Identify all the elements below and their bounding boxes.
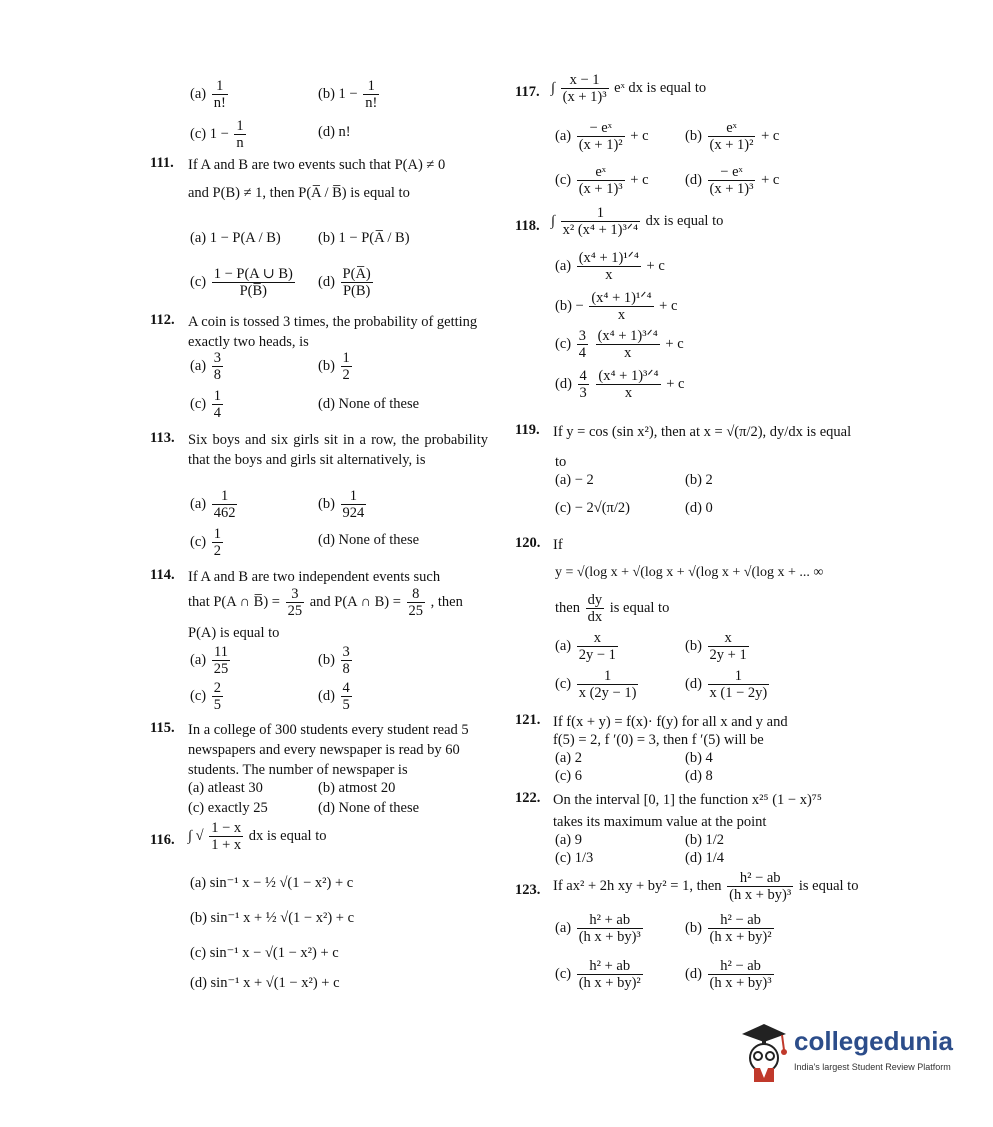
q115-option-c: (c) exactly 25 xyxy=(188,800,268,816)
q122-number: 122. xyxy=(515,790,541,806)
q121-text-line2: f(5) = 2, f ′(0) = 3, then f ′(5) will be xyxy=(553,732,764,748)
q118-integral: ∫ $\frac{1}{\text{x² (x⁴ + 1)³ᐟ⁴}}$ dx is equal to xyxy=(551,205,724,238)
q117-integral: ∫ $\frac{x - 1}{\text{(x + 1)³}}$ eˣ dx is equal to xyxy=(551,72,707,105)
graduate-mascot-icon xyxy=(738,1020,790,1086)
q110-option-a: (a) $\frac{1}{n!}$ xyxy=(190,78,226,111)
q119-option-b: (b) 2 xyxy=(685,472,713,488)
q112-option-c: (c) $\frac{1}{4}$ xyxy=(190,388,221,421)
q114-text-line3: P(A) is equal to xyxy=(188,625,280,641)
q116-option-c: (c) sin⁻¹ x − √(1 − x²) + c xyxy=(190,945,339,961)
q111-option-a: (a) 1 − P(A / B) xyxy=(190,230,281,246)
q111-option-b: (b) 1 − P(A̅ / B) xyxy=(318,230,410,246)
q111-number: 111. xyxy=(150,155,174,171)
q120-option-b: (b) $\frac{x}{2y + 1}$ xyxy=(685,630,747,663)
q114-text-line2: that P(A ∩ B̅) = $\frac{3}{25}$ and P(A ∩ B) = $\frac{8}{25}$ , then xyxy=(188,586,463,619)
q121-option-c: (c) 6 xyxy=(555,768,582,784)
q115-text: In a college of 300 students every student read 5 newspapers and every newspaper is read by 60 students. The number of newspaper is xyxy=(188,722,469,778)
q120-option-d: (d) $\frac{1}{x (1 - 2y)}$ xyxy=(685,668,768,701)
q117-option-d: (d) $\frac{\text{− eˣ}}{\text{(x + 1)³}}$ + c xyxy=(685,164,780,197)
q119-text-line2: to xyxy=(555,454,567,470)
q110-option-b: (b) 1 − $\frac{1}{n!}$ xyxy=(318,78,378,111)
q118-option-a: (a) $\frac{\text{(x⁴ + 1)¹ᐟ⁴}}{x}$ + c xyxy=(555,250,665,283)
q121-number: 121. xyxy=(515,712,541,728)
q114-number: 114. xyxy=(150,567,175,583)
q121-text-line1: If f(x + y) = f(x)· f(y) for all x and y and xyxy=(553,714,788,730)
q123-option-b: (b) $\frac{\text{h² − ab}}{\text{(h x + by)²}}$ xyxy=(685,912,772,945)
q112-text: A coin is tossed 3 times, the probability of getting exactly two heads, is xyxy=(188,314,478,350)
q112-option-d: (d) None of these xyxy=(318,396,420,412)
q123-option-d: (d) $\frac{\text{h² − ab}}{\text{(h x + by)³}}$ xyxy=(685,958,772,991)
q113-option-d: (d) None of these xyxy=(318,532,420,548)
q118-option-c: (c) $\frac{3}{4}$ $\frac{\text{(x⁴ + 1)³ᐟ⁴}}{x}$ + c xyxy=(555,328,684,361)
q116-option-b: (b) sin⁻¹ x + ½ √(1 − x²) + c xyxy=(190,910,355,926)
q120-number: 120. xyxy=(515,535,541,551)
q121-option-d: (d) 8 xyxy=(685,768,713,784)
q117-option-a: (a) $\frac{\text{− eˣ}}{\text{(x + 1)²}}$ + c xyxy=(555,120,649,153)
q115-option-a: (a) atleast 30 xyxy=(188,780,263,796)
q114-text-line1: If A and B are two independent events such xyxy=(188,569,441,585)
q117-option-c: (c) $\frac{\text{eˣ}}{\text{(x + 1)³}}$ + c xyxy=(555,164,649,197)
q116-integral: ∫ √ $\frac{1 - x}{1 + x}$ dx is equal to xyxy=(188,820,327,853)
collegedunia-logo xyxy=(738,1020,968,1090)
q118-number: 118. xyxy=(515,218,540,234)
q111-option-d: (d) $\frac{P(A̅)}{P(B)}$ xyxy=(318,266,371,299)
q110-option-c: (c) 1 − $\frac{1}{n}$ xyxy=(190,118,244,151)
q119-text: If y = cos (sin x²), then at x = √(π/2), dy/dx is equal xyxy=(553,424,852,440)
q123-number: 123. xyxy=(515,882,541,898)
q119-option-a: (a) − 2 xyxy=(555,472,594,488)
q110-option-d: (d) n! xyxy=(318,124,351,140)
q114-option-b: (b) $\frac{3}{8}$ xyxy=(318,644,350,677)
q112-number: 112. xyxy=(150,312,175,328)
q113-option-c: (c) $\frac{1}{2}$ xyxy=(190,526,221,559)
q116-number: 116. xyxy=(150,832,175,848)
q113-text: Six boys and six girls sit in a row, the probability that the boys and girls sit alternatively, is xyxy=(188,432,488,468)
q112-option-b: (b) $\frac{1}{2}$ xyxy=(318,350,350,383)
q117-option-b: (b) $\frac{\text{eˣ}}{\text{(x + 1)²}}$ + c xyxy=(685,120,780,153)
q120-expression: y = √(log x + √(log x + √(log x + √(log x + ... ∞ xyxy=(555,565,824,580)
q123-text: If ax² + 2h xy + by² = 1, then $\frac{\text{h² − ab}}{\text{(h x + by)³}}$ is equal to xyxy=(553,870,859,903)
q112-option-a: (a) $\frac{3}{8}$ xyxy=(190,350,221,383)
q113-option-a: (a) $\frac{1}{462}$ xyxy=(190,488,236,521)
q121-option-b: (b) 4 xyxy=(685,750,713,766)
q119-option-c: (c) − 2√(π/2) xyxy=(555,500,630,516)
q119-option-d: (d) 0 xyxy=(685,500,713,516)
q120-option-c: (c) $\frac{1}{x (2y - 1)}$ xyxy=(555,668,637,701)
q122-option-b: (b) 1/2 xyxy=(685,832,725,848)
q120-text: If xyxy=(553,537,563,553)
q122-text-line1: On the interval [0, 1] the function x²⁵ (1 − x)⁷⁵ xyxy=(553,792,822,808)
q122-option-c: (c) 1/3 xyxy=(555,850,594,866)
q122-option-d: (d) 1/4 xyxy=(685,850,725,866)
q115-option-b: (b) atmost 20 xyxy=(318,780,396,796)
q111-option-c: (c) $\frac{1 - P(A \cup B)}{P(B̅)}$ xyxy=(190,266,293,299)
q114-option-a: (a) $\frac{11}{25}$ xyxy=(190,644,229,677)
logo-tagline: India's largest Student Review Platform xyxy=(794,1062,951,1072)
q111-text-line1: If A and B are two events such that P(A) ≠ 0 xyxy=(188,157,446,173)
q119-number: 119. xyxy=(515,422,540,438)
q118-option-b: (b) − $\frac{\text{(x⁴ + 1)¹ᐟ⁴}}{x}$ + c xyxy=(555,290,678,323)
logo-name: collegedunia xyxy=(794,1026,953,1056)
q113-option-b: (b) $\frac{1}{924}$ xyxy=(318,488,365,521)
q116-option-d: (d) sin⁻¹ x + √(1 − x²) + c xyxy=(190,975,340,991)
q122-option-a: (a) 9 xyxy=(555,832,582,848)
q116-option-a: (a) sin⁻¹ x − ½ √(1 − x²) + c xyxy=(190,875,354,891)
q120-option-a: (a) $\frac{x}{2y - 1}$ xyxy=(555,630,616,663)
q123-option-c: (c) $\frac{\text{h² + ab}}{\text{(h x + by)²}}$ xyxy=(555,958,641,991)
q120-then-line: then $\frac{dy}{dx}$ is equal to xyxy=(555,592,670,625)
q111-text-line2: and P(B) ≠ 1, then P(A̅ / B̅) is equal to xyxy=(188,185,410,201)
q115-option-d: (d) None of these xyxy=(318,800,420,816)
q113-number: 113. xyxy=(150,430,175,446)
q123-option-a: (a) $\frac{\text{h² + ab}}{\text{(h x + by)³}}$ xyxy=(555,912,641,945)
q122-text-line2: takes its maximum value at the point xyxy=(553,814,767,830)
q117-number: 117. xyxy=(515,84,540,100)
q114-option-c: (c) $\frac{2}{5}$ xyxy=(190,680,221,713)
q115-number: 115. xyxy=(150,720,175,736)
q118-option-d: (d) $\frac{4}{3}$ $\frac{\text{(x⁴ + 1)³ᐟ⁴}}{x}$ + c xyxy=(555,368,685,401)
q121-option-a: (a) 2 xyxy=(555,750,582,766)
q114-option-d: (d) $\frac{4}{5}$ xyxy=(318,680,350,713)
